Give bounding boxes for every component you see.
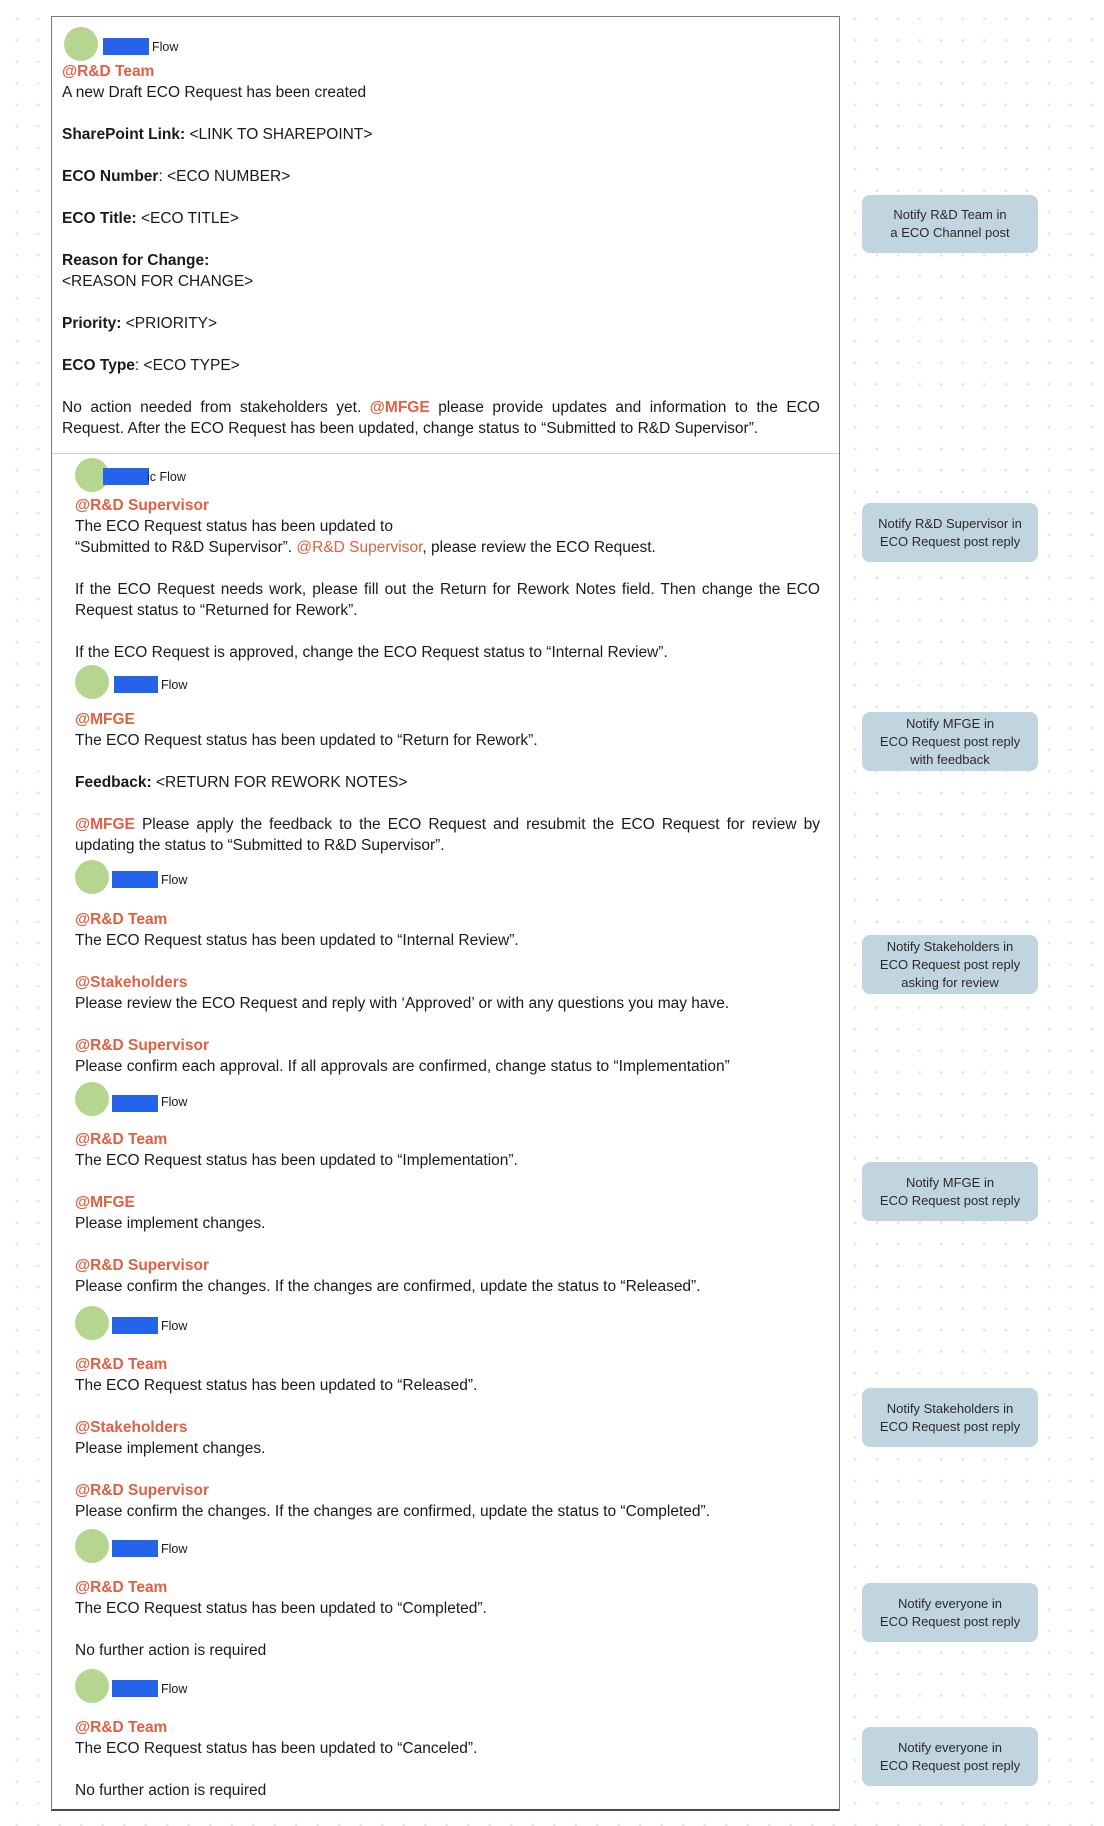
message-body [75, 1129, 820, 1297]
mention-rd-team[interactable]: @R&D Team [75, 911, 168, 928]
feedback-label: Feedback: [75, 774, 152, 791]
mention-rd-team[interactable]: @R&D Team [75, 1579, 168, 1596]
flow-label: ic Flow [147, 470, 186, 484]
sharepoint-label: SharePoint Link: [62, 126, 186, 143]
redacted-name [112, 1317, 158, 1334]
confirm-instructions: Please confirm the changes. If the changes are confirmed, update the status to “Completed”. [75, 1503, 710, 1520]
message-body [75, 1354, 820, 1522]
note-notify-rd-supervisor: Notify R&D Supervisor in ECO Request post reply [862, 503, 1038, 562]
message-header [75, 1529, 820, 1565]
priority-value: <PRIORITY> [121, 315, 218, 332]
status-text: The ECO Request status has been updated to “Implementation”. [75, 1152, 518, 1169]
flow-label: Flow [161, 1319, 188, 1333]
redacted-name [103, 468, 149, 485]
message-header [75, 1669, 820, 1705]
message-completed [52, 1529, 839, 1661]
mention-mfge[interactable]: @MFGE [75, 711, 135, 728]
mention-mfge[interactable]: @MFGE [369, 399, 430, 416]
status-text: The ECO Request status has been updated to “Return for Rework”. [75, 732, 538, 749]
note-notify-everyone-completed: Notify everyone in ECO Request post reply [862, 1583, 1038, 1642]
message-body [75, 495, 820, 663]
eco-title-label: ECO Title: [62, 210, 137, 227]
avatar [75, 1082, 109, 1116]
note-notify-rd-team: Notify R&D Team in a ECO Channel post [862, 195, 1038, 253]
status-text: The ECO Request status has been updated to “Canceled”. [75, 1740, 478, 1757]
mention-rd-supervisor[interactable]: @R&D Supervisor [296, 539, 423, 556]
flow-label: Flow [161, 1682, 188, 1696]
flow-label: Flow [152, 40, 179, 54]
redacted-name [114, 676, 158, 693]
status-text: The ECO Request status has been updated to “Completed”. [75, 1600, 487, 1617]
reason-value: <REASON FOR CHANGE> [62, 273, 254, 290]
mention-rd-team[interactable]: @R&D Team [75, 1131, 168, 1148]
eco-type-label: ECO Type [62, 357, 135, 374]
sharepoint-value: <LINK TO SHAREPOINT> [185, 126, 373, 143]
redacted-name [112, 1680, 158, 1697]
reason-label: Reason for Change: [62, 252, 210, 269]
status-text: The ECO Request status has been updated to “Internal Review”. [75, 932, 519, 949]
mention-stakeholders[interactable]: @Stakeholders [75, 974, 188, 991]
message-header [75, 459, 820, 495]
redacted-name [103, 38, 149, 55]
message-body [75, 909, 820, 1077]
message-released [52, 1306, 839, 1522]
status-text: The ECO Request status has been updated to “Released”. [75, 1377, 478, 1394]
mention-mfge[interactable]: @MFGE [75, 816, 135, 833]
mention-rd-supervisor[interactable]: @R&D Supervisor [75, 497, 209, 514]
message-header [75, 1306, 820, 1342]
message-body [62, 61, 820, 439]
eco-number-value: : <ECO NUMBER> [158, 168, 291, 185]
message-implementation [52, 1082, 839, 1297]
eco-number-label: ECO Number [62, 168, 159, 185]
mention-rd-supervisor[interactable]: @R&D Supervisor [75, 1037, 209, 1054]
mention-rd-team[interactable]: @R&D Team [75, 1719, 168, 1736]
message-internal-review [52, 860, 839, 1077]
flow-label: Flow [161, 1095, 188, 1109]
message-return-for-rework [52, 665, 839, 856]
message-canceled [52, 1669, 839, 1801]
rework-instructions: If the ECO Request needs work, please fill out the Return for Rework Notes field. Then change the ECO Request status to “Returned for Rework”. [75, 581, 820, 619]
avatar [75, 1306, 109, 1340]
redacted-name [112, 871, 158, 888]
mention-rd-supervisor[interactable]: @R&D Supervisor [75, 1482, 209, 1499]
note-notify-mfge-feedback: Notify MFGE in ECO Request post reply with feedback [862, 712, 1038, 771]
avatar [75, 1669, 109, 1703]
flow-label: Flow [161, 678, 188, 692]
mention-rd-team[interactable]: @R&D Team [62, 63, 155, 80]
no-action-text: No further action is required [75, 1782, 267, 1799]
mention-rd-supervisor[interactable]: @R&D Supervisor [75, 1257, 209, 1274]
approval-instructions: If the ECO Request is approved, change the ECO Request status to “Internal Review”. [75, 644, 668, 661]
closing-text: No action needed from stakeholders yet. @MFGE please provide updates and information to the ECO Request. After the ECO Request has been updated, change status to “Submitted to R&D Supervisor”. [62, 399, 820, 437]
note-notify-stakeholders: Notify Stakeholders in ECO Request post reply [862, 1388, 1038, 1447]
flow-label: Flow [161, 873, 188, 887]
note-notify-everyone-canceled: Notify everyone in ECO Request post reply [862, 1727, 1038, 1786]
message-header [75, 665, 820, 701]
avatar [64, 27, 98, 61]
implement-instructions: Please implement changes. [75, 1215, 266, 1232]
mention-rd-team[interactable]: @R&D Team [75, 1356, 168, 1373]
no-action-text: No further action is required [75, 1642, 267, 1659]
intro-text: A new Draft ECO Request has been created [62, 84, 367, 101]
status-text-2: “Submitted to R&D Supervisor”. @R&D Supervisor, please review the ECO Request. [75, 539, 656, 556]
avatar [75, 1529, 109, 1563]
mention-stakeholders[interactable]: @Stakeholders [75, 1419, 188, 1436]
eco-title-value: <ECO TITLE> [136, 210, 239, 227]
eco-type-value: : <ECO TYPE> [134, 357, 240, 374]
resubmit-instructions: @MFGE Please apply the feedback to the ECO Request and resubmit the ECO Request for review by updating the status to “Submitted to R&D Supervisor”. [75, 816, 820, 854]
message-document [51, 16, 840, 1811]
message-submitted-to-supervisor [52, 459, 839, 663]
message-header [75, 860, 820, 896]
priority-label: Priority: [62, 315, 122, 332]
redacted-name [112, 1540, 158, 1557]
redacted-name [112, 1095, 158, 1112]
note-notify-mfge: Notify MFGE in ECO Request post reply [862, 1162, 1038, 1221]
avatar [75, 860, 109, 894]
mention-mfge[interactable]: @MFGE [75, 1194, 135, 1211]
avatar [75, 665, 109, 699]
message-header [75, 1082, 820, 1118]
feedback-value: <RETURN FOR REWORK NOTES> [151, 774, 408, 791]
message-draft-created [52, 25, 839, 454]
message-body [75, 1717, 820, 1801]
implement-instructions: Please implement changes. [75, 1440, 266, 1457]
confirm-instructions: Please confirm the changes. If the changes are confirmed, update the status to “Released”. [75, 1278, 701, 1295]
message-header [62, 25, 820, 61]
status-text: The ECO Request status has been updated to [75, 518, 393, 535]
review-instructions: Please review the ECO Request and reply with ‘Approved’ or with any questions you may have. [75, 995, 730, 1012]
confirm-instructions: Please confirm each approval. If all approvals are confirmed, change status to “Implementation” [75, 1058, 730, 1075]
message-body [75, 1577, 820, 1661]
note-notify-stakeholders-review: Notify Stakeholders in ECO Request post reply asking for review [862, 935, 1038, 994]
flow-label: Flow [161, 1542, 188, 1556]
message-body [75, 709, 820, 856]
